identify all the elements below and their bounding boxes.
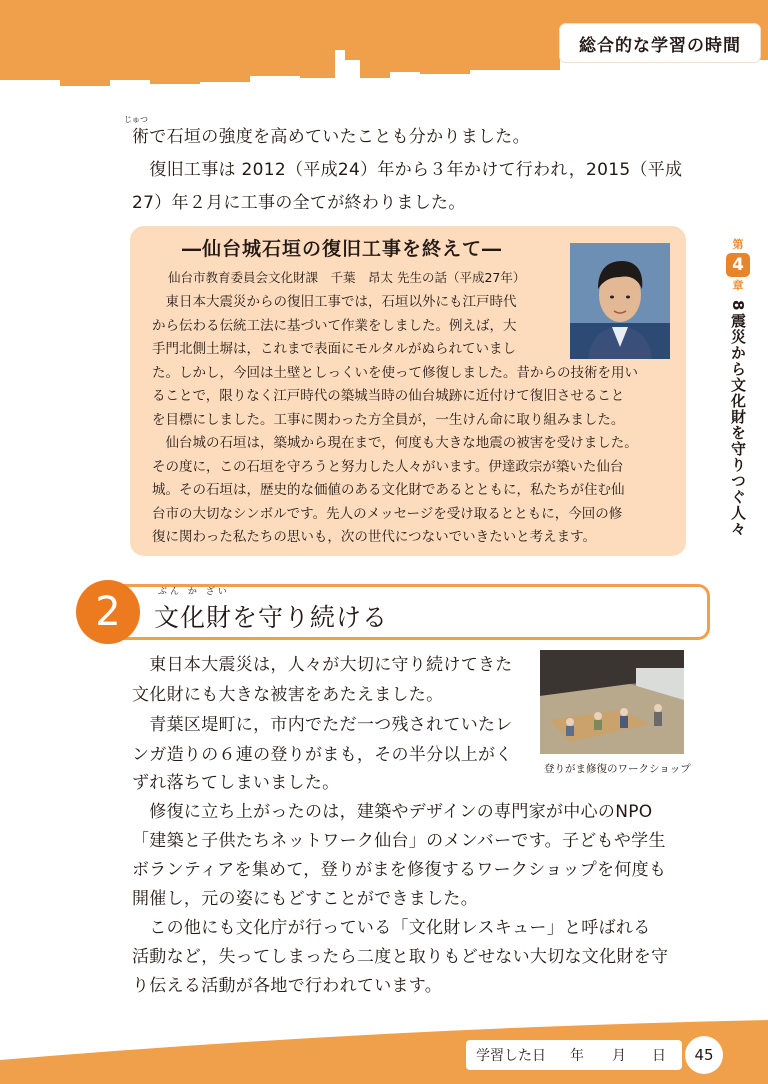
interview-title: ―仙台城石垣の復旧工事を終えて―	[182, 238, 503, 260]
interview-line: 城。その石垣は，歴史的な価値のある文化財であるとともに，私たちが住む仙	[152, 482, 625, 498]
body-line: ずれ落ちてしまいました。	[132, 773, 340, 793]
body-line: 青葉区堤町に，市内でただ一つ残されていたレ	[132, 715, 513, 735]
chapter-subtitle-number: 8	[729, 300, 747, 312]
section-number-badge: 2	[76, 580, 140, 644]
chapter-subtitle: 震災から文化財を守りつぐ人々	[729, 313, 747, 538]
day-label: 日	[652, 1048, 666, 1064]
interview-speaker: 仙台市教育委員会文化財課 千葉 昂太 先生の話（平成27年）	[168, 270, 526, 285]
workshop-photo	[540, 650, 684, 754]
interview-line: 台市の大切なシンボルです。先人のメッセージを受け取るとともに，今回の修	[152, 506, 623, 522]
photo-caption: 登りがま修復のワークショップ	[544, 763, 691, 775]
chapter-suffix: 章	[732, 279, 744, 292]
body-line: ンガ造りの６連の登りがまも，その半分以上がく	[132, 745, 513, 765]
ruby: じゅつ	[124, 115, 148, 124]
page-number: 45	[685, 1036, 723, 1074]
chapter-side-label	[724, 238, 752, 537]
interview-line: 復に関わった私たちの思いも，次の世代につないでいきたいと考えます。	[152, 529, 597, 545]
interview-line: を目標にしました。工事に関わった方全員が，一生けん命に取り組みました。	[152, 412, 625, 428]
interview-line: ることで，限りなく江戸時代の築城当時の仙台城跡に近付けて復旧させること	[152, 388, 625, 404]
body-line: この他にも文化庁が行っている「文化財レスキュー」と呼ばれる	[132, 918, 651, 938]
body-line: り伝える活動が各地で行われています。	[132, 976, 443, 996]
body-line: 開催し，元の姿にもどすことができました。	[132, 889, 478, 909]
section-title: 文化財を守り続ける	[154, 603, 389, 632]
year-label: 年	[570, 1048, 584, 1064]
body-line: 27）年２月に工事の全てが終わりました。	[132, 193, 466, 213]
interview-line: た。しかし，今回は土壁としっくいを使って修復しました。昔からの技術を用い	[152, 365, 638, 381]
body-line: ボランティアを集めて，登りがまを修復するワークショップを何度も	[132, 860, 667, 880]
body-line: 文化財にも大きな被害をあたえました。	[132, 685, 444, 705]
teacher-portrait-photo	[570, 243, 670, 359]
interview-line: 手門北側土塀は，これまで表面にモルタルがぬられていまし	[152, 341, 516, 357]
study-date-label: 学習した日	[476, 1048, 546, 1064]
subject-tab	[560, 24, 760, 62]
interview-line: 仙台城の石垣は，築城から現在まで，何度も大きな地震の被害を受けました。	[152, 435, 638, 451]
subject-title: 総合的な学習の時間	[579, 35, 741, 56]
body-line: 活動など，失ってしまったら二度と取りもどせない大切な文化財を守	[132, 947, 669, 967]
body-line: 「建築と子供たちネットワーク仙台」のメンバーです。子どもや学生	[132, 831, 666, 851]
body-line: 修復に立ち上がったのは，建築やデザインの専門家が中心のNPO	[132, 802, 653, 822]
body-line: 東日本大震災は，人々が大切に守り続けてきた	[132, 655, 513, 675]
chapter-prefix: 第	[732, 238, 744, 251]
interview-line: から伝わる伝統工法に基づいて作業をしました。例えば，大	[152, 318, 517, 334]
study-date-field	[466, 1040, 682, 1070]
body-line: 復旧工事は 2012（平成24）年から３年かけて行われ，2015（平成	[132, 160, 683, 180]
interview-line: その度に，この石垣を守ろうと努力した人々がいます。伊達政宗が築いた仙台	[152, 459, 624, 475]
ruby: ぶん か ざい	[158, 587, 230, 597]
interview-line: 東日本大震災からの復旧工事では，石垣以外にも江戸時代	[152, 294, 517, 310]
chapter-number: 4	[726, 253, 750, 277]
month-label: 月	[612, 1048, 626, 1064]
body-line: 術で石垣の強度を高めていたことも分かりました。	[132, 127, 530, 147]
